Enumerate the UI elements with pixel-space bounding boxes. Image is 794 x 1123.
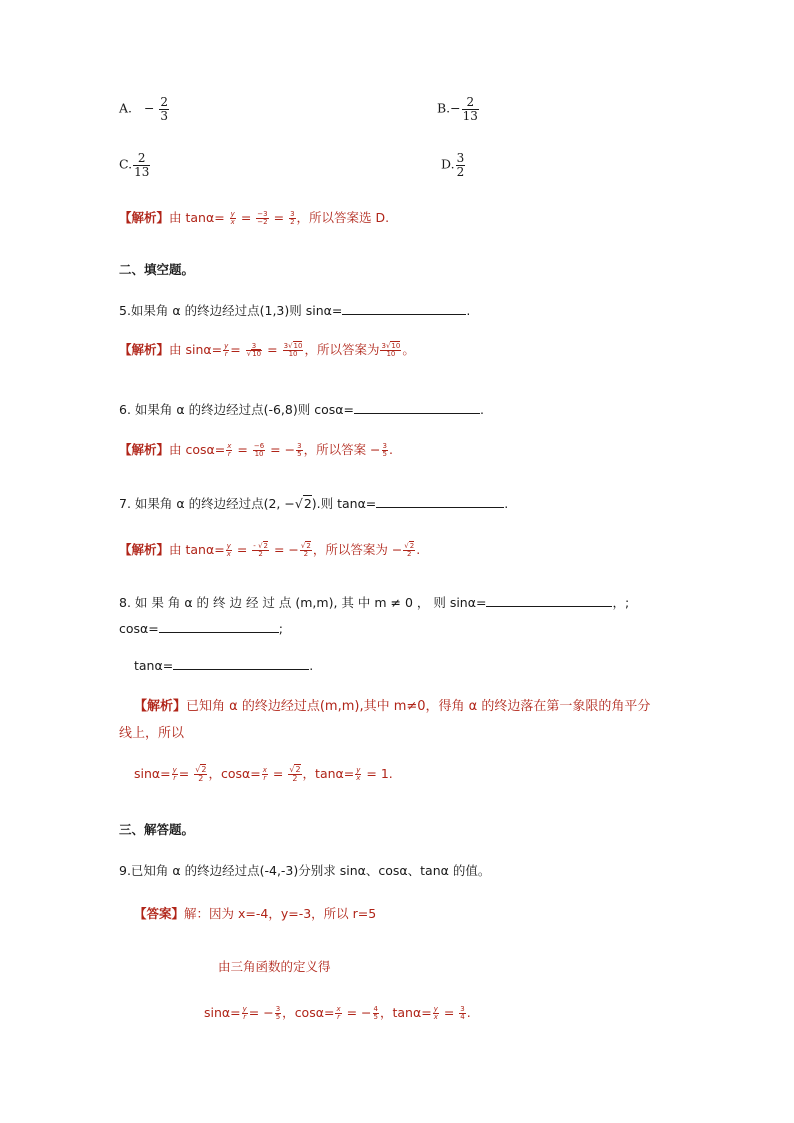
q9-answer-line1: 【答案】解：因为 x=-4，y=-3，所以 r=5 — [134, 906, 377, 921]
q9-formulas: sinα= $\frac{y}{r}$ = − $\frac{3}{5}$ ，cosα= $\frac{x}{r}$ = − $\frac{4}{5}$ ，tanα= $\frac{y}{x}$ = $\frac{3}{4}$ . — [204, 1004, 471, 1021]
fraction-answer: $\frac{3√10}{10}$ — [381, 341, 401, 358]
option-b — [437, 96, 480, 122]
answer-tag: 【答案】 — [134, 906, 185, 921]
answer-blank-8-tan[interactable] — [173, 657, 309, 670]
option-c-fraction: $\frac{2}{13}$ — [134, 151, 150, 179]
fraction-y-over-x: $\frac{y}{x}$ — [226, 541, 231, 558]
answer-blank-8-cos[interactable] — [159, 620, 279, 633]
fraction-3root10-over-10: $\frac{3√10}{10}$ — [283, 341, 303, 358]
fraction-root2-over-2: $\frac{√2}{2}$ — [195, 764, 207, 783]
fraction-value: $\frac{- √2}{2}$ — [253, 541, 268, 558]
fraction-y-over-r: $\frac{y}{r}$ — [224, 341, 229, 358]
fraction-answer: $\frac{√2}{2}$ — [404, 541, 415, 558]
q4-analysis: 【解析】由 tanα= $\frac{y}{x}$ = $\frac{-3}{-2}$ = $\frac{3}{2}$ ，所以答案选 D. — [119, 209, 390, 226]
option-a-fraction: $\frac{2}{3}$ — [160, 95, 169, 123]
section-title-fill-blank: 二、填空题。 — [119, 262, 195, 277]
q9-answer-line2: 由三角函数的定义得 — [218, 959, 331, 974]
fraction-value: $\frac{-3}{-2}$ — [257, 209, 268, 226]
q8-formulas: sinα= $\frac{y}{r}$ = $\frac{√2}{2}$ ，cosα= $\frac{x}{r}$ = $\frac{√2}{2}$ ，tanα= $\frac{y}{x}$ = 1. — [134, 764, 393, 783]
question-5-text: 5.如果角 α 的终边经过点(1,3)则 sinα= — [119, 303, 343, 318]
option-d-label: D. — [441, 156, 455, 172]
answer-blank-6[interactable] — [354, 401, 480, 414]
question-9: 9.已知角 α 的终边经过点(-4,-3)分别求 sinα、cosα、tanα 的值。 — [119, 863, 491, 878]
question-7: 7. 如果角 α 的终边经过点(2, −√2).则 tanα= . — [119, 496, 509, 511]
question-6-text: 6. 如果角 α 的终边经过点(-6,8)则 cosα= — [119, 402, 354, 417]
question-7-text: 7. 如果角 α 的终边经过点(2, − — [119, 496, 295, 511]
question-8-cos: cosα= ; — [119, 621, 283, 636]
fraction-result: $\frac{√2}{2}$ — [300, 541, 311, 558]
option-b-fraction: $\frac{2}{13}$ — [462, 95, 478, 123]
option-c-label: C. — [119, 156, 133, 172]
option-c — [119, 152, 151, 178]
option-d — [441, 152, 466, 178]
fraction-result: $\frac{3}{5}$ — [297, 441, 302, 458]
fraction-y-over-x: $\frac{y}{x}$ — [433, 1004, 438, 1021]
question-5: 5.如果角 α 的终边经过点(1,3)则 sinα= . — [119, 303, 471, 318]
option-d-fraction: $\frac{3}{2}$ — [456, 151, 465, 179]
q8-analysis-line2: 线上，所以 — [119, 726, 185, 741]
fraction-result: $\frac{3}{2}$ — [290, 209, 295, 226]
fraction-3-over-4: $\frac{3}{4}$ — [460, 1004, 465, 1021]
option-b-label: B. — [437, 100, 451, 116]
section-title-solution: 三、解答题。 — [119, 822, 195, 837]
answer-blank-7[interactable] — [376, 495, 504, 508]
q7-analysis: 【解析】由 tanα= $\frac{y}{x}$ = $\frac{- √2}{2}$ = − $\frac{√2}{2}$ ，所以答案为 − $\frac{√2}{2}$ . — [119, 541, 421, 558]
q8-analysis: 【解析】已知角 α 的终边经过点(m,m),其中 m≠0，得角 α 的终边落在第一象限的角平分 — [134, 699, 651, 714]
fraction-y-over-x: $\frac{y}{x}$ — [230, 209, 235, 226]
analysis-tag: 【解析】 — [119, 442, 170, 457]
fraction-3-over-root10: $\frac{3}{√10}$ — [246, 341, 262, 358]
fraction-value: $\frac{-6}{10}$ — [253, 441, 265, 458]
analysis-tag: 【解析】 — [119, 342, 170, 357]
question-8-tan: tanα= . — [134, 658, 314, 673]
fraction-root2-over-2: $\frac{√2}{2}$ — [289, 764, 301, 783]
question-6: 6. 如果角 α 的终边经过点(-6,8)则 cosα= . — [119, 402, 484, 417]
q5-analysis: 【解析】由 sinα= $\frac{y}{r}$ = $\frac{3}{√10}$ = $\frac{3√10}{10}$ ，所以答案为 $\frac{3√10}{10}$ 。 — [119, 341, 415, 358]
fraction-answer: $\frac{3}{5}$ — [382, 441, 387, 458]
option-a-label: A. — [119, 100, 133, 116]
answer-blank-8-sin[interactable] — [486, 594, 612, 607]
fraction-y-over-r: $\frac{y}{r}$ — [172, 765, 177, 782]
question-8: 8. 如 果 角 α 的 终 边 经 过 点 (m,m), 其 中 m ≠ 0 ， 则 sinα= ，; — [119, 595, 630, 610]
q6-analysis: 【解析】由 cosα= $\frac{x}{r}$ = $\frac{-6}{10}$ = − $\frac{3}{5}$ ，所以答案 − $\frac{3}{5}$ . — [119, 441, 393, 458]
option-a-sign: − — [143, 100, 155, 116]
analysis-tag: 【解析】 — [119, 210, 170, 225]
analysis-tag: 【解析】 — [119, 542, 170, 557]
fraction-y-over-x: $\frac{y}{x}$ — [356, 765, 361, 782]
fraction-y-over-r: $\frac{y}{r}$ — [242, 1004, 247, 1021]
fraction-x-over-r: $\frac{x}{r}$ — [336, 1004, 341, 1021]
answer-blank-5[interactable] — [342, 302, 466, 315]
analysis-tag: 【解析】 — [134, 699, 187, 714]
option-b-sign: − — [450, 100, 461, 116]
fraction-3-over-5: $\frac{3}{5}$ — [275, 1004, 281, 1021]
fraction-x-over-r: $\frac{x}{r}$ — [227, 441, 232, 458]
fraction-4-over-5: $\frac{4}{5}$ — [373, 1004, 378, 1021]
question-8-text: 8. 如 果 角 α 的 终 边 经 过 点 (m,m), 其 中 m ≠ 0 ， 则 sinα= — [119, 595, 487, 610]
option-a — [119, 96, 170, 122]
fraction-x-over-r: $\frac{x}{r}$ — [262, 765, 267, 782]
